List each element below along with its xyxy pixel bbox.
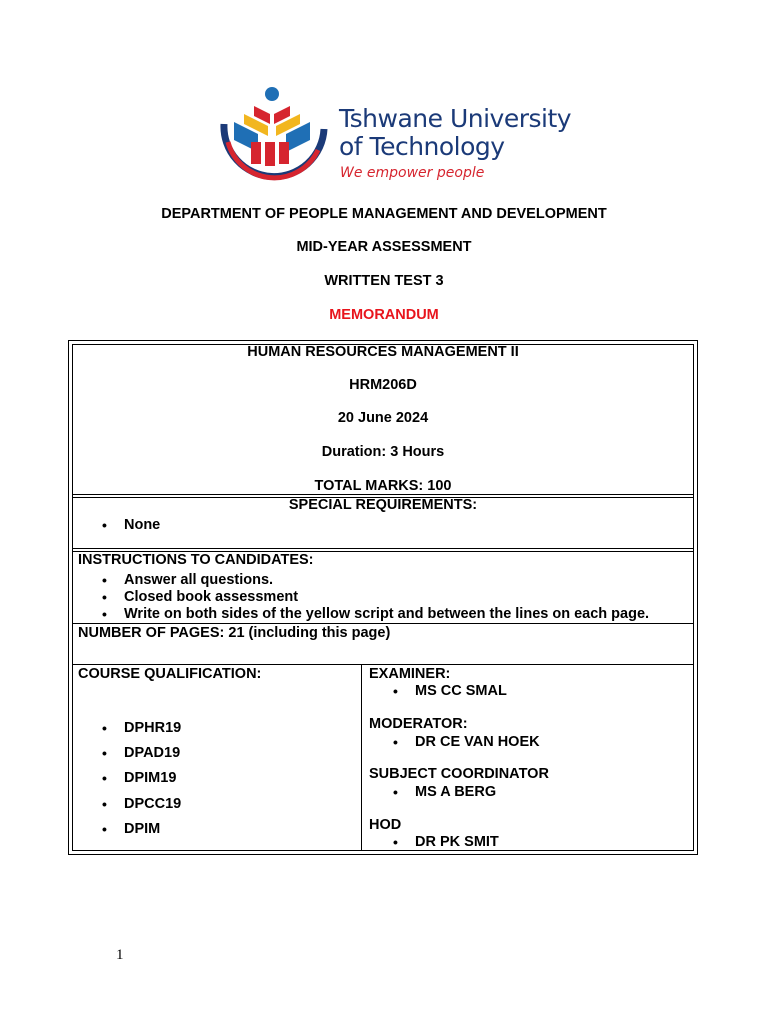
page-number: 1 bbox=[116, 947, 124, 963]
row-divider bbox=[72, 494, 694, 495]
special-requirements-title: SPECIAL REQUIREMENTS: bbox=[288, 497, 478, 513]
assessment-heading: MID-YEAR ASSESSMENT bbox=[296, 239, 472, 255]
instruction-item: • Write on both sides of the yellow script and between the lines on each page. bbox=[124, 606, 649, 622]
qualification-item: • DPCC19 bbox=[124, 796, 181, 812]
row-divider bbox=[72, 548, 694, 549]
university-logo bbox=[214, 84, 572, 194]
moderator-label: MODERATOR: bbox=[369, 716, 468, 732]
number-of-pages: NUMBER OF PAGES: 21 (including this page) bbox=[78, 625, 391, 641]
memorandum-heading: MEMORANDUM bbox=[329, 307, 439, 323]
coordinator-name: • MS A BERG bbox=[415, 784, 496, 800]
column-divider bbox=[361, 664, 362, 851]
hod-label: HOD bbox=[369, 817, 402, 833]
qualification-item: • DPAD19 bbox=[124, 745, 180, 761]
total-marks: TOTAL MARKS: 100 bbox=[314, 478, 452, 494]
coordinator-label: SUBJECT COORDINATOR bbox=[369, 766, 549, 782]
instruction-item: • Closed book assessment bbox=[124, 589, 298, 605]
logo-line-2: of Technology bbox=[339, 132, 505, 161]
department-heading: DEPARTMENT OF PEOPLE MANAGEMENT AND DEVELOPMENT bbox=[161, 206, 607, 222]
qualification-item: • DPIM bbox=[124, 821, 160, 837]
tut-emblem-icon bbox=[214, 84, 334, 194]
qualification-item: • DPHR19 bbox=[124, 720, 181, 736]
course-code: HRM206D bbox=[349, 377, 417, 393]
instruction-item: • Answer all questions. bbox=[124, 572, 273, 588]
instructions-title: INSTRUCTIONS TO CANDIDATES: bbox=[78, 552, 314, 568]
special-requirement-item: • None bbox=[124, 517, 160, 533]
test-heading: WRITTEN TEST 3 bbox=[324, 273, 444, 289]
logo-tagline: We empower people bbox=[340, 165, 485, 181]
course-qualification-title: COURSE QUALIFICATION: bbox=[78, 666, 262, 682]
hod-name: • DR PK SMIT bbox=[415, 834, 499, 850]
row-divider bbox=[72, 623, 694, 624]
examiner-label: EXAMINER: bbox=[369, 666, 451, 682]
row-divider bbox=[72, 664, 694, 665]
qualification-item: • DPIM19 bbox=[124, 770, 176, 786]
examiner-name: • MS CC SMAL bbox=[415, 683, 507, 699]
course-name: HUMAN RESOURCES MANAGEMENT II bbox=[247, 344, 519, 360]
moderator-name: • DR CE VAN HOEK bbox=[415, 734, 540, 750]
exam-duration: Duration: 3 Hours bbox=[321, 444, 445, 460]
exam-date: 20 June 2024 bbox=[337, 410, 429, 426]
logo-line-1: Tshwane University bbox=[339, 104, 572, 133]
